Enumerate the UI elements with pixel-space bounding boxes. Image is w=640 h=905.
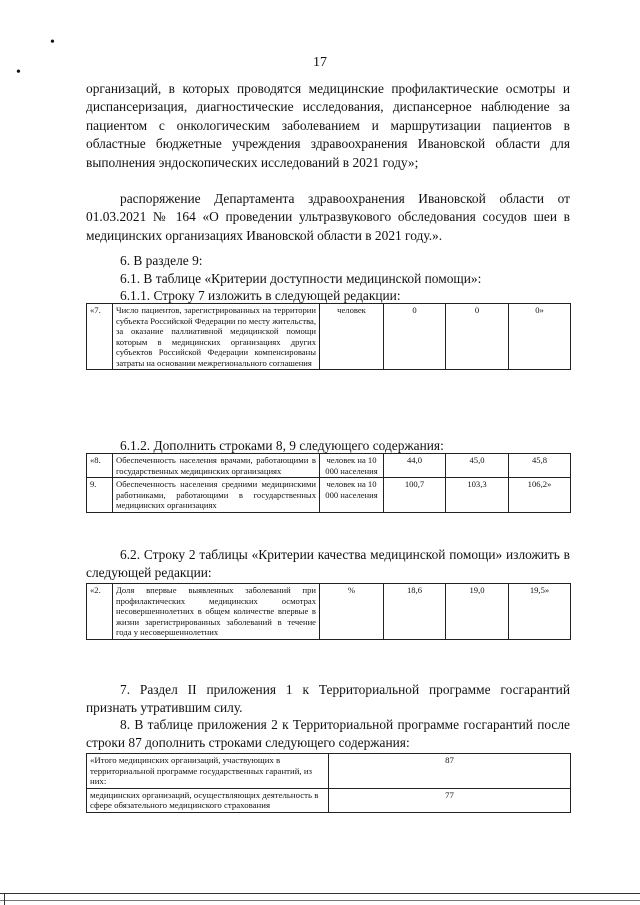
item-7: 7. Раздел II приложения 1 к Территориальной программе госгарантий признать утратившим силу. <box>86 682 570 716</box>
unit-cell: % <box>320 584 384 640</box>
paragraph-order: распоряжение Департамента здравоохранения Ивановской области от 01.03.2021 № 164 «О проведении ультразвукового обследования сосудов шеи в медицинских организациях Ивановской области в 2021 году.». <box>86 191 570 243</box>
value-cell: 0» <box>509 304 571 370</box>
value-cell: 0 <box>384 304 446 370</box>
criterion-description: Обеспеченность населения средними медицинскими работниками, работающими в государственных медицинских организациях <box>113 478 320 513</box>
table-availability-row7 <box>86 303 571 370</box>
page-bottom-rule <box>0 893 640 894</box>
value-cell: 100,7 <box>384 478 446 513</box>
organization-description: «Итого медицинских организаций, участвующих в территориальной программе государственных гарантий, из них: <box>87 754 329 789</box>
table-row <box>87 584 571 640</box>
criterion-description: Доля впервые выявленных заболеваний при профилактических медицинских осмотрах несовершеннолетних в общем количестве впервые в жизни зарегистрированных заболеваний в течение года у несовершеннолетних <box>113 584 320 640</box>
item-6-2: 6.2. Строку 2 таблицы «Критерии качества медицинской помощи» изложить в следующей редакции: <box>86 547 570 581</box>
row-number: «7. <box>87 304 113 370</box>
page-edge-mark <box>4 893 5 905</box>
table-row <box>87 304 571 370</box>
item-6-1-1: 6.1.1. Строку 7 изложить в следующей редакции: <box>120 288 401 303</box>
margin-dot: • <box>16 65 21 80</box>
unit-cell: человек на 10 000 населения <box>320 454 384 478</box>
value-cell: 19,5» <box>509 584 571 640</box>
paragraph-organizations: организаций, в которых проводятся медицинские профилактические осмотры и диспансеризация, диагностические исследования, диспансерное наблюдение за пациентом с онкологическим заболеванием и маршрутизации пациентов в областные бюджетные учреждения здравоохранения Ивановской области для выполнения эндоскопических исследований в 2021 году»; <box>86 81 570 170</box>
organization-count: 87 <box>329 754 571 789</box>
value-cell: 106,2» <box>509 478 571 513</box>
table-quality-row2 <box>86 583 571 640</box>
item-6-1-2: 6.1.2. Дополнить строками 8, 9 следующего содержания: <box>120 438 444 453</box>
page-number: 17 <box>313 55 327 70</box>
organization-count: 77 <box>329 788 571 812</box>
unit-cell: человек на 10 000 населения <box>320 478 384 513</box>
row-number: 9. <box>87 478 113 513</box>
criterion-description: Число пациентов, зарегистрированных на территории субъекта Российской Федерации по месту жительства, за оказание паллиативной медицинской помощи которым в медицинских организациях других субъектов Российской Федерации компенсированы затраты на основании межрегионального соглашения <box>113 304 320 370</box>
value-cell: 18,6 <box>384 584 446 640</box>
value-cell: 45,0 <box>446 454 509 478</box>
table-row <box>87 478 571 513</box>
table-row <box>87 754 571 789</box>
item-6: 6. В разделе 9: <box>120 253 203 268</box>
table-row <box>87 788 571 812</box>
page-bottom-rule <box>0 900 640 901</box>
table-organizations <box>86 753 571 813</box>
criterion-description: Обеспеченность населения врачами, работающими в государственных медицинских организациях <box>113 454 320 478</box>
value-cell: 45,8 <box>509 454 571 478</box>
item-6-1: 6.1. В таблице «Критерии доступности медицинской помощи»: <box>120 271 482 286</box>
item-8: 8. В таблице приложения 2 к Территориальной программе госгарантий после строки 87 дополнить строками следующего содержания: <box>86 717 570 751</box>
value-cell: 103,3 <box>446 478 509 513</box>
value-cell: 0 <box>446 304 509 370</box>
table-availability-rows8-9 <box>86 453 571 513</box>
table-row <box>87 454 571 478</box>
margin-dot: • <box>50 35 55 50</box>
row-number: «2. <box>87 584 113 640</box>
value-cell: 19,0 <box>446 584 509 640</box>
unit-cell: человек <box>320 304 384 370</box>
row-number: «8. <box>87 454 113 478</box>
organization-description: медицинских организаций, осуществляющих деятельность в сфере обязательного медицинского страхования <box>87 788 329 812</box>
value-cell: 44,0 <box>384 454 446 478</box>
